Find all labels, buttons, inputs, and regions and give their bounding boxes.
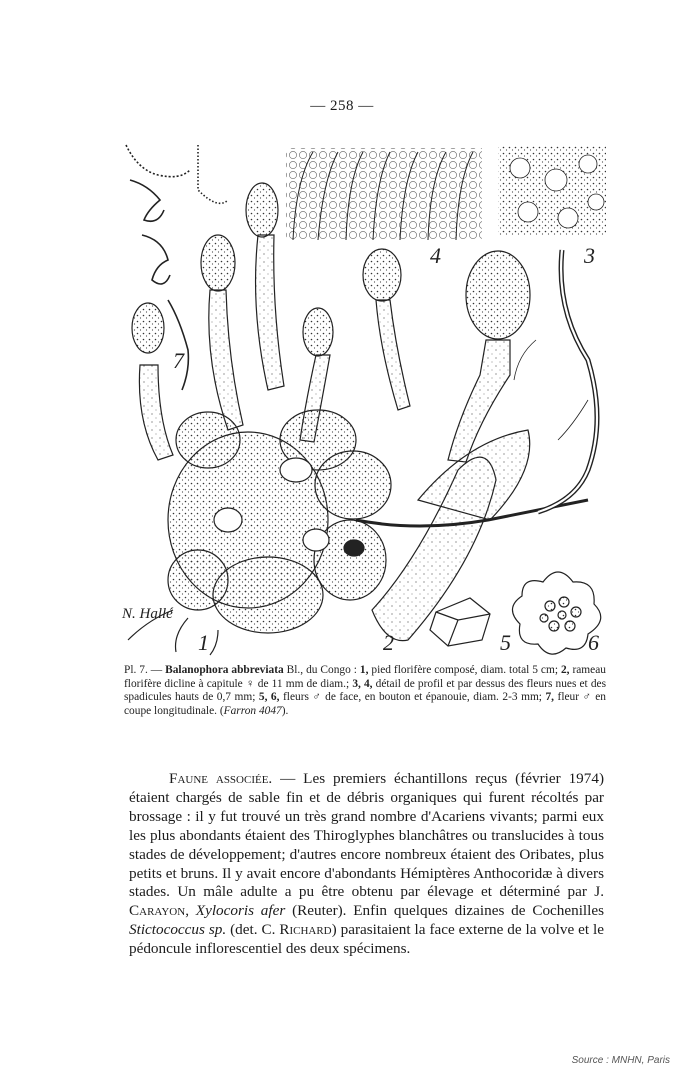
figure-label-3: 3 — [584, 243, 595, 268]
figure-label-7: 7 — [173, 348, 184, 373]
figure-label-6: 6 — [588, 630, 599, 655]
page-number: — 258 — — [310, 98, 374, 114]
figure-label-4: 4 — [430, 243, 441, 268]
section-heading: Faune associée. — [169, 770, 273, 787]
caption-item-text: fleurs ♂ de face, en bouton et épanouie, diam. 2-3 mm; — [283, 691, 542, 704]
caption-item-text: détail de profil et par dessus des fleurs nues et des spadicules hauts de 0,7 mm; — [124, 677, 607, 704]
body-text-run: (det. C. — [226, 921, 280, 939]
caption-end: ). — [281, 704, 289, 717]
author-name: Carayon — [129, 902, 186, 920]
author-name: Richard — [279, 921, 332, 939]
caption-item-text: pied florifère composé, diam. total 5 cm; — [371, 664, 558, 676]
figure-4-flowers-profile — [286, 148, 482, 240]
figure-label-1: 1 — [198, 630, 209, 655]
plate-caption — [124, 664, 606, 718]
body-text-run: ) parasitaient la face externe de la volve et le pédoncule inflorescentiel des deux spécimens. — [129, 921, 604, 958]
caption-author: Bl., du Congo : — [286, 664, 357, 676]
figure-3-flowers-top-view — [498, 145, 606, 235]
figure-label-5: 5 — [500, 630, 511, 655]
caption-specimen-reference: Farron 4047 — [223, 704, 282, 717]
taxon-name: Stictococcus sp. — [129, 921, 227, 939]
taxon-name: Xylocoris afer — [195, 902, 286, 920]
botanical-plate-illustration — [118, 140, 612, 660]
figure-label-2: 2 — [383, 630, 394, 655]
caption-item-text: fleur ♂ en coupe longitudinale. ( — [124, 691, 606, 717]
figure-1-composite-plant — [128, 183, 391, 655]
body-paragraph-faune-associee — [129, 770, 604, 959]
caption-item-number: 7, — [545, 691, 555, 704]
illustrator-signature: N. Hallé — [122, 606, 173, 622]
body-text-run: — Les premiers échantillons reçus (février 1974) étaient chargés de sable fin et de débris organiques qui furent récoltés par brossage : il y fut trouvé un très grand nombre d'Acariens vivants; parmi eux les plus abondants étaient des Thiroglyphes blanchâtres ou translucides à tous stades de développement; d'autres encore nombreux étaient des Oribates, plus petits et bruns. Il y avait encore d'abondants Hémiptères Anthocoridæ à divers stades. Un mâle adulte a pu être obtenu par élevage et déterminé par J. — [129, 770, 604, 901]
caption-item-text: rameau florifère dicline à capitule ♀ de 11 mm de diam.; — [124, 664, 606, 690]
caption-item-number: 5, 6, — [258, 691, 280, 704]
source-credit: Source : MNHN, Paris — [571, 1055, 670, 1066]
caption-item-number: 3, 4, — [352, 677, 373, 690]
caption-item-number: 2, — [560, 664, 570, 676]
caption-species-name: Balanophora abbreviata — [165, 664, 284, 676]
body-text-run: (Reuter). Enfin quelques dizaines de Cochenilles — [285, 902, 605, 920]
caption-plate-number: Pl. 7. — — [124, 664, 163, 676]
figure-5-flower-bud — [430, 598, 490, 646]
caption-item-number: 1, — [359, 664, 369, 676]
body-text-run: , — [185, 902, 196, 920]
